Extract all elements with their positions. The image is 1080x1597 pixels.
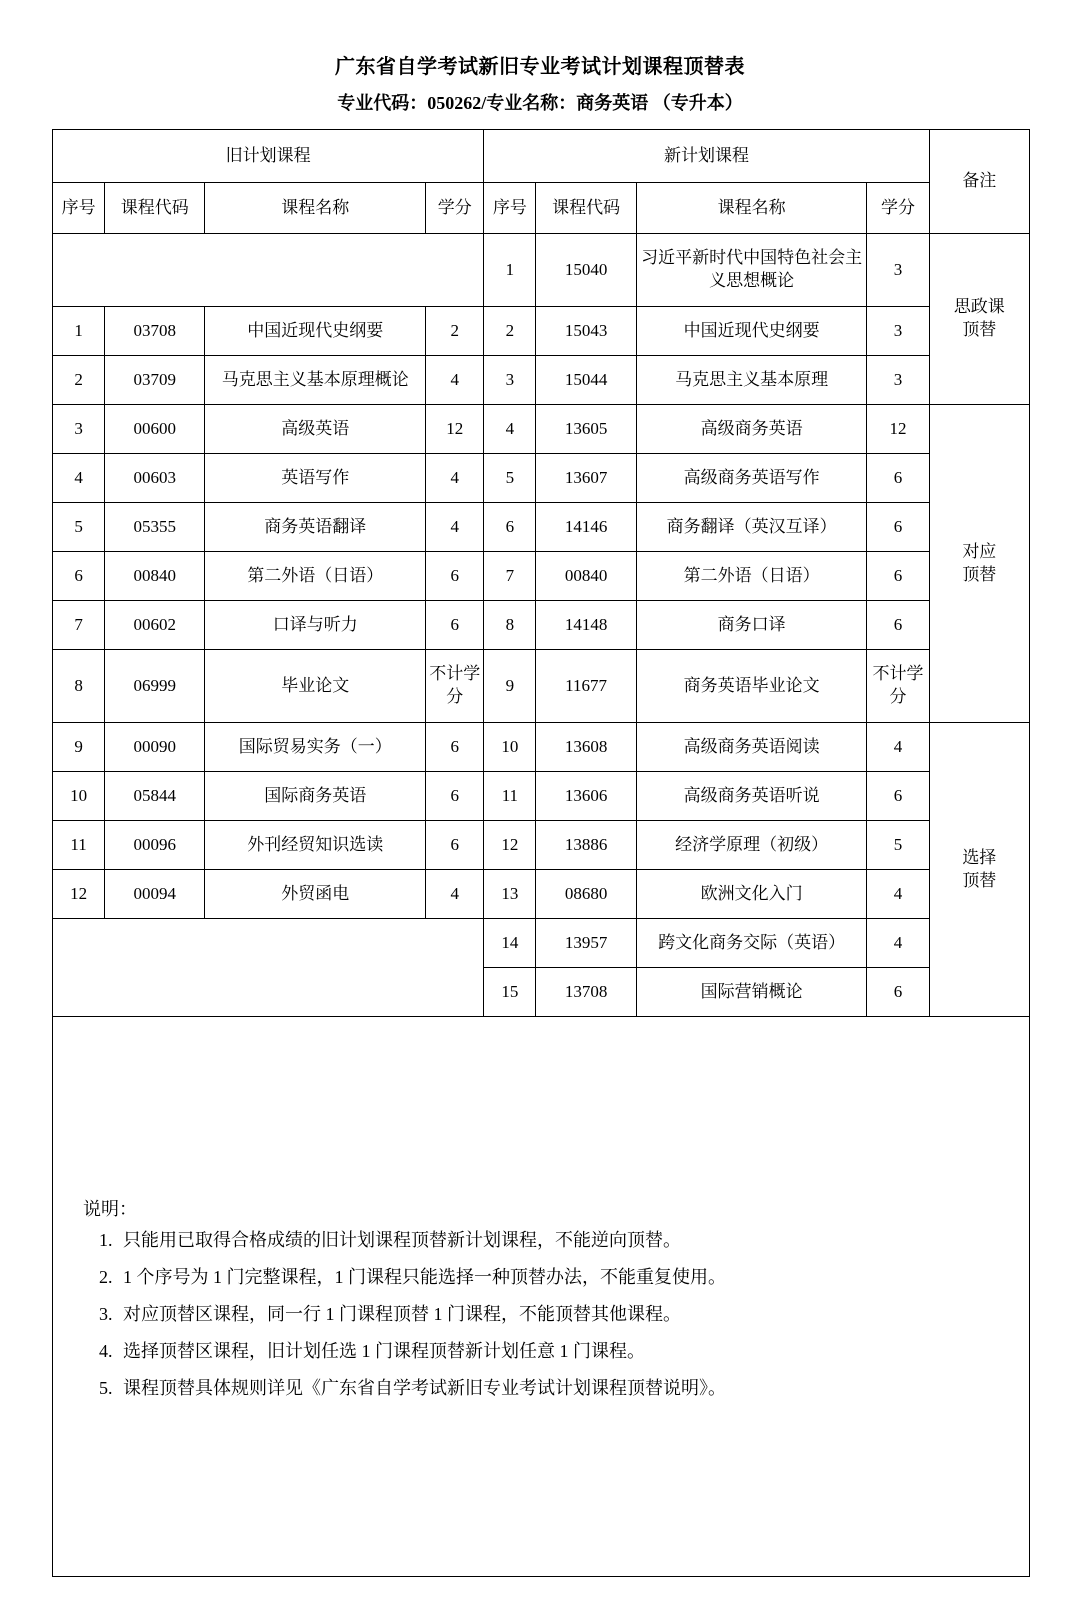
new-credit: 5 — [867, 821, 929, 870]
table-column-header-row — [53, 183, 1030, 234]
table-row — [53, 234, 1030, 307]
new-code: 11677 — [536, 650, 636, 723]
new-code: 14146 — [536, 503, 636, 552]
new-credit: 3 — [867, 356, 929, 405]
old-name: 国际商务英语 — [205, 772, 426, 821]
list-item: 3. 对应顶替区课程，同一行 1 门课程顶替 1 门课程，不能顶替其他课程。 — [117, 1301, 999, 1328]
old-name: 外贸函电 — [205, 870, 426, 919]
old-name: 第二外语（日语） — [205, 552, 426, 601]
new-seq: 8 — [484, 601, 536, 650]
old-name: 毕业论文 — [205, 650, 426, 723]
old-credit: 6 — [426, 723, 484, 772]
remark-line-2: 顶替 — [962, 320, 997, 339]
new-code: 13886 — [536, 821, 636, 870]
old-credit: 不计学分 — [426, 650, 484, 723]
old-code: 00603 — [105, 454, 205, 503]
new-code: 15040 — [536, 234, 636, 307]
new-seq: 10 — [484, 723, 536, 772]
old-seq: 2 — [53, 356, 105, 405]
old-credit: 12 — [426, 405, 484, 454]
new-name: 商务英语毕业论文 — [636, 650, 867, 723]
old-seq: 8 — [53, 650, 105, 723]
new-seq: 2 — [484, 307, 536, 356]
remark-line-2: 顶替 — [962, 870, 997, 890]
list-item: 5. 课程顶替具体规则详见《广东省自学考试新旧专业考试计划课程顶替说明》。 — [117, 1375, 999, 1402]
old-name: 外刊经贸知识选读 — [205, 821, 426, 870]
new-name: 高级商务英语 — [636, 405, 867, 454]
new-seq: 11 — [484, 772, 536, 821]
remark-line-2: 顶替 — [962, 564, 997, 584]
new-seq: 3 — [484, 356, 536, 405]
old-name: 国际贸易实务（一） — [205, 723, 426, 772]
col-header-old-credit: 学分 — [426, 183, 484, 234]
new-credit: 6 — [867, 454, 929, 503]
col-header-new-code: 课程代码 — [536, 183, 636, 234]
old-credit: 6 — [426, 772, 484, 821]
old-code: 00096 — [105, 821, 205, 870]
old-seq: 5 — [53, 503, 105, 552]
new-code: 13957 — [536, 919, 636, 968]
old-code: 05355 — [105, 503, 205, 552]
new-seq: 13 — [484, 870, 536, 919]
new-credit: 4 — [867, 723, 929, 772]
empty-old-course-cell — [53, 234, 484, 307]
new-name: 商务口译 — [636, 601, 867, 650]
notes-section — [52, 1017, 1030, 1577]
new-credit: 6 — [867, 772, 929, 821]
page-subtitle: 专业代码：050262/专业名称：商务英语 （专升本） — [337, 93, 743, 113]
new-credit: 不计学分 — [867, 650, 929, 723]
table-row — [53, 919, 1030, 968]
new-name: 中国近现代史纲要 — [636, 307, 867, 356]
new-code: 13606 — [536, 772, 636, 821]
old-name: 高级英语 — [205, 405, 426, 454]
old-seq: 4 — [53, 454, 105, 503]
old-code: 03708 — [105, 307, 205, 356]
old-code: 00840 — [105, 552, 205, 601]
new-seq: 5 — [484, 454, 536, 503]
col-header-new-credit: 学分 — [867, 183, 929, 234]
new-seq: 15 — [484, 968, 536, 1017]
old-credit: 4 — [426, 503, 484, 552]
old-credit: 6 — [426, 601, 484, 650]
group-header-remark: 备注 — [929, 130, 1029, 234]
old-code: 00600 — [105, 405, 205, 454]
page-title: 广东省自学考试新旧专业考试计划课程顶替表 — [335, 56, 745, 78]
table-row — [53, 405, 1030, 454]
new-code: 14148 — [536, 601, 636, 650]
course-substitution-table — [52, 129, 1030, 1017]
table-row — [53, 454, 1030, 503]
new-code: 15044 — [536, 356, 636, 405]
old-seq: 3 — [53, 405, 105, 454]
new-seq: 6 — [484, 503, 536, 552]
new-credit: 6 — [867, 552, 929, 601]
new-seq: 4 — [484, 405, 536, 454]
col-header-old-seq: 序号 — [53, 183, 105, 234]
old-name: 中国近现代史纲要 — [205, 307, 426, 356]
new-credit: 3 — [867, 307, 929, 356]
new-credit: 6 — [867, 601, 929, 650]
col-header-old-code: 课程代码 — [105, 183, 205, 234]
group-header-old-plan: 旧计划课程 — [53, 130, 484, 183]
remark-line-1: 思政课 — [953, 297, 1005, 317]
old-code: 00602 — [105, 601, 205, 650]
old-code: 00094 — [105, 870, 205, 919]
old-code: 05844 — [105, 772, 205, 821]
new-name: 国际营销概论 — [636, 968, 867, 1017]
table-row — [53, 552, 1030, 601]
new-name: 经济学原理（初级） — [636, 821, 867, 870]
new-name: 习近平新时代中国特色社会主义思想概论 — [636, 234, 867, 307]
new-seq: 12 — [484, 821, 536, 870]
new-name: 高级商务英语听说 — [636, 772, 867, 821]
old-code: 00090 — [105, 723, 205, 772]
group-header-new-plan: 新计划课程 — [484, 130, 929, 183]
list-item: 4. 选择顶替区课程，旧计划任选 1 门课程顶替新计划任意 1 门课程。 — [117, 1338, 999, 1365]
new-code: 00840 — [536, 552, 636, 601]
table-row — [53, 821, 1030, 870]
old-seq: 12 — [53, 870, 105, 919]
old-seq: 7 — [53, 601, 105, 650]
table-group-header-row — [53, 130, 1030, 183]
new-name: 马克思主义基本原理 — [636, 356, 867, 405]
new-code: 13608 — [536, 723, 636, 772]
old-seq: 10 — [53, 772, 105, 821]
old-seq: 9 — [53, 723, 105, 772]
new-credit: 6 — [867, 968, 929, 1017]
old-name: 口译与听力 — [205, 601, 426, 650]
old-seq: 1 — [53, 307, 105, 356]
new-code: 13607 — [536, 454, 636, 503]
old-code: 03709 — [105, 356, 205, 405]
old-name: 英语写作 — [205, 454, 426, 503]
old-credit: 4 — [426, 454, 484, 503]
new-credit: 3 — [867, 234, 929, 307]
new-credit: 4 — [867, 870, 929, 919]
new-code: 15043 — [536, 307, 636, 356]
new-code: 08680 — [536, 870, 636, 919]
new-name: 高级商务英语阅读 — [636, 723, 867, 772]
new-seq: 9 — [484, 650, 536, 723]
table-row — [53, 772, 1030, 821]
table-row — [53, 601, 1030, 650]
list-item: 2. 1 个序号为 1 门完整课程，1 门课程只能选择一种顶替办法，不能重复使用。 — [117, 1264, 999, 1291]
old-credit: 2 — [426, 307, 484, 356]
remark-line-1: 选择 — [962, 847, 997, 867]
notes-title: 说明： — [83, 1199, 137, 1219]
new-credit: 4 — [867, 919, 929, 968]
col-header-new-name: 课程名称 — [636, 183, 867, 234]
new-code: 13708 — [536, 968, 636, 1017]
table-row — [53, 356, 1030, 405]
old-seq: 11 — [53, 821, 105, 870]
old-credit: 4 — [426, 356, 484, 405]
new-seq: 7 — [484, 552, 536, 601]
new-name: 欧洲文化入门 — [636, 870, 867, 919]
col-header-old-name: 课程名称 — [205, 183, 426, 234]
old-name: 商务英语翻译 — [205, 503, 426, 552]
old-credit: 4 — [426, 870, 484, 919]
new-code: 13605 — [536, 405, 636, 454]
old-credit: 6 — [426, 821, 484, 870]
table-row — [53, 870, 1030, 919]
table-row — [53, 723, 1030, 772]
notes-list — [83, 1227, 999, 1402]
remark-politics — [929, 234, 1029, 405]
old-credit: 6 — [426, 552, 484, 601]
new-credit: 12 — [867, 405, 929, 454]
table-row — [53, 307, 1030, 356]
old-seq: 6 — [53, 552, 105, 601]
remark-line-1: 对应 — [962, 541, 997, 561]
new-credit: 6 — [867, 503, 929, 552]
new-name: 高级商务英语写作 — [636, 454, 867, 503]
new-name: 商务翻译（英汉互译） — [636, 503, 867, 552]
table-row — [53, 503, 1030, 552]
new-name: 跨文化商务交际（英语） — [636, 919, 867, 968]
list-item: 1. 只能用已取得合格成绩的旧计划课程顶替新计划课程，不能逆向顶替。 — [117, 1227, 999, 1254]
old-code: 06999 — [105, 650, 205, 723]
empty-old-course-cell — [53, 919, 484, 1017]
new-name: 第二外语（日语） — [636, 552, 867, 601]
new-seq: 1 — [484, 234, 536, 307]
remark-corresponding — [929, 405, 1029, 723]
col-header-new-seq: 序号 — [484, 183, 536, 234]
new-seq: 14 — [484, 919, 536, 968]
table-row — [53, 650, 1030, 723]
remark-optional — [929, 723, 1029, 1017]
old-name: 马克思主义基本原理概论 — [205, 356, 426, 405]
